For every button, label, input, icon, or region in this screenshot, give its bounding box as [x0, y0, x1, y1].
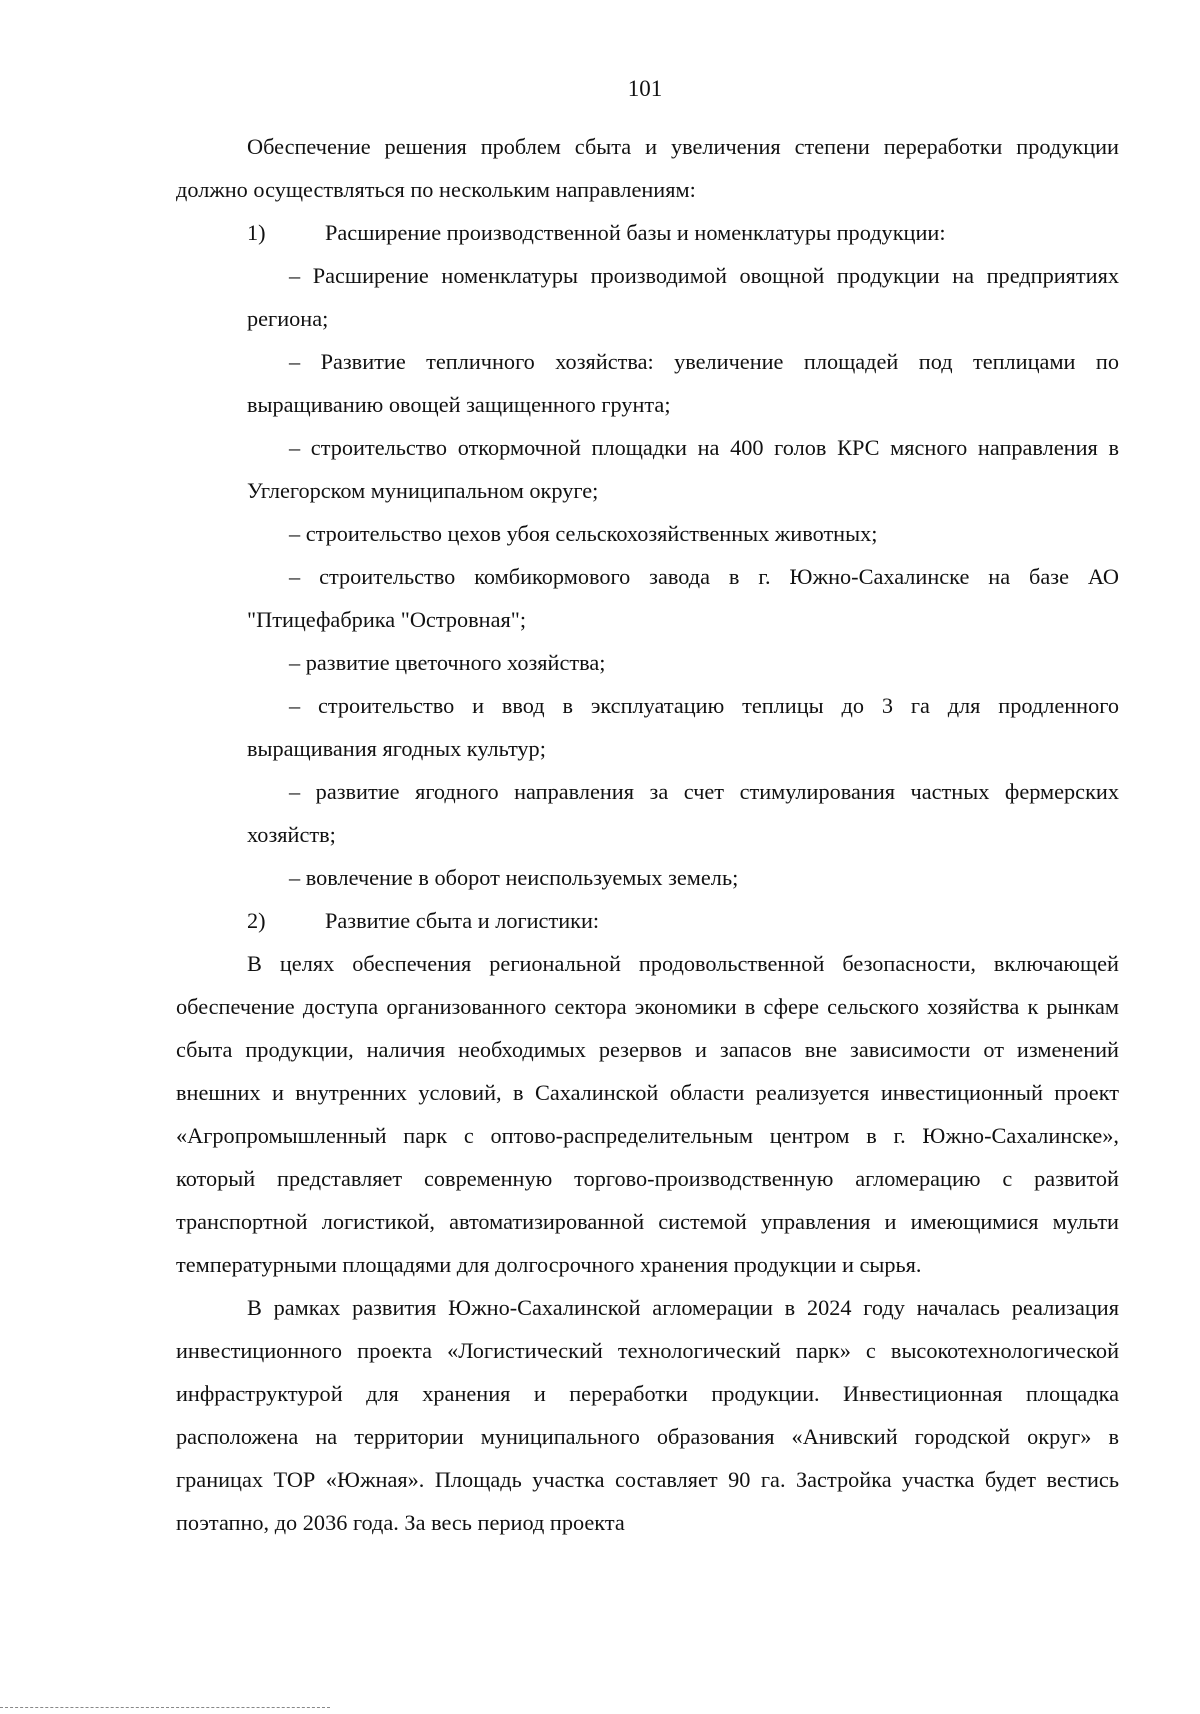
intro-paragraph: Обеспечение решения проблем сбыта и увеличения степени переработки продукции должно осуществляться по нескольким направлениям: [176, 134, 1119, 202]
section-2-paragraph-2: В рамках развития Южно-Сахалинской агломерации в 2024 году началась реализация инвестиционного проекта «Логистический технологический парк» с высокотехнологической инфраструктурой для хранения и переработки продукции. Инвестиционная площадка расположена на территории муниципального образования «Анивский городской округ» в границах ТОР «Южная». Площадь участка составляет 90 га. Застройка участка будет вестись поэтапно, до 2036 года. За весь период проекта [176, 1295, 1119, 1535]
list-item: – строительство цехов убоя сельскохозяйственных животных; [289, 521, 878, 546]
document-body [176, 125, 1119, 1544]
list-item: – строительство комбикормового завода в г. Южно-Сахалинске на базе АО "Птицефабрика "Островная"; [247, 564, 1119, 632]
list-item: – строительство откормочной площадки на 400 голов КРС мясного направления в Углегорском муниципальном округе; [247, 435, 1119, 503]
list-item: – строительство и ввод в эксплуатацию теплицы до 3 га для продленного выращивания ягодных культур; [247, 693, 1119, 761]
list-item: – Развитие тепличного хозяйства: увеличение площадей под теплицами по выращиванию овощей защищенного грунта; [247, 349, 1119, 417]
section-1-title: Расширение производственной базы и номенклатуры продукции: [325, 220, 946, 245]
list-item: – вовлечение в оборот неиспользуемых земель; [289, 865, 739, 890]
section-1-number: 1) [247, 220, 266, 245]
section-2-paragraph-1: В целях обеспечения региональной продовольственной безопасности, включающей обеспечение доступа организованного сектора экономики в сфере сельского хозяйства к рынкам сбыта продукции, наличия необходимых резервов и запасов вне зависимости от изменений внешних и внутренних условий, в Сахалинской области реализуется инвестиционный проект «Агропромышленный парк с оптово-распределительным центром в г. Южно-Сахалинске», который представляет современную торгово-производственную агломерацию с развитой транспортной логистикой, автоматизированной системой управления и имеющимися мульти температурными площадями для долгосрочного хранения продукции и сырья. [176, 951, 1119, 1277]
page-number: 101 [627, 76, 663, 101]
section-1-heading [247, 211, 1119, 254]
section-2-title: Развитие сбыта и логистики: [325, 908, 600, 933]
list-item: – Расширение номенклатуры производимой овощной продукции на предприятиях региона; [247, 263, 1119, 331]
scan-bottom-mark [0, 1707, 330, 1708]
list-item: – развитие цветочного хозяйства; [289, 650, 606, 675]
section-2-number: 2) [247, 908, 266, 933]
section-2-heading [247, 899, 1119, 942]
list-item: – развитие ягодного направления за счет стимулирования частных фермерских хозяйств; [247, 779, 1119, 847]
